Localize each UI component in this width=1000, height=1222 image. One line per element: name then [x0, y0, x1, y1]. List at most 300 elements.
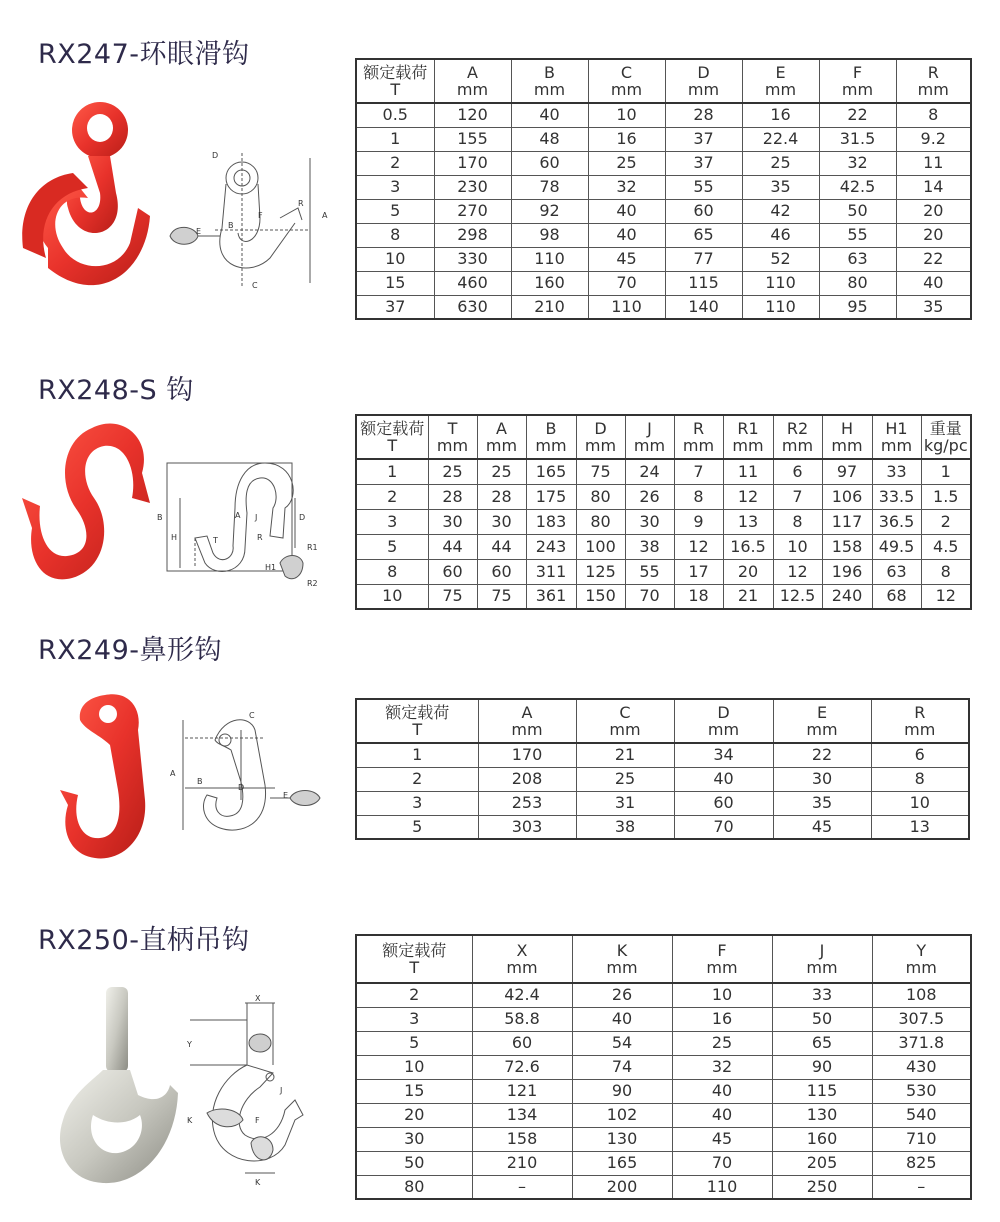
table-cell: 11 [723, 459, 773, 484]
table-cell: 37 [356, 295, 434, 319]
table-cell: 160 [772, 1127, 872, 1151]
table-cell: 30 [477, 509, 526, 534]
table-cell: 13 [723, 509, 773, 534]
column-header: Y mm [872, 935, 971, 983]
table-cell: 134 [472, 1103, 572, 1127]
table-row [356, 1007, 971, 1031]
table-cell: 208 [478, 767, 576, 791]
table-cell: 106 [822, 484, 872, 509]
table-cell: 5 [356, 534, 428, 559]
diagram-label: F [258, 211, 263, 220]
table-cell: 160 [511, 271, 588, 295]
column-header: B mm [526, 415, 576, 459]
table-cell: 121 [472, 1079, 572, 1103]
table-row [356, 584, 971, 609]
table-cell: 44 [477, 534, 526, 559]
column-header: D mm [674, 699, 773, 743]
table-cell: 60 [665, 199, 742, 223]
table-cell: 40 [672, 1079, 772, 1103]
column-header: T mm [428, 415, 477, 459]
table-cell: 50 [356, 1151, 472, 1175]
table-cell: 4.5 [921, 534, 971, 559]
column-header: 额定载荷 T [356, 415, 428, 459]
table-cell: 200 [572, 1175, 672, 1199]
diagram-label: R2 [307, 579, 318, 588]
table-cell: 40 [672, 1103, 772, 1127]
table-cell: 115 [665, 271, 742, 295]
table-cell: 37 [665, 127, 742, 151]
table-cell: 5 [356, 1031, 472, 1055]
table-cell: 12 [921, 584, 971, 609]
column-header: A mm [478, 699, 576, 743]
diagram-label: H1 [265, 563, 277, 572]
table-row [356, 1031, 971, 1055]
column-header: R2 mm [773, 415, 822, 459]
table-cell: 110 [511, 247, 588, 271]
table-cell: 2 [356, 767, 478, 791]
table-cell: 7 [674, 459, 723, 484]
table-cell: 95 [819, 295, 896, 319]
table-cell: 20 [896, 223, 971, 247]
table-cell: 16 [672, 1007, 772, 1031]
column-header: J mm [772, 935, 872, 983]
table-cell: 25 [742, 151, 819, 175]
table-cell: 140 [665, 295, 742, 319]
table-row [356, 103, 971, 127]
table-cell: 98 [511, 223, 588, 247]
table-cell: 97 [822, 459, 872, 484]
table-row [356, 1151, 971, 1175]
table-cell: 32 [672, 1055, 772, 1079]
table-cell: 1.5 [921, 484, 971, 509]
table-cell: 165 [526, 459, 576, 484]
table-cell: 2 [356, 983, 472, 1007]
column-header: B mm [511, 59, 588, 103]
table-cell: 65 [665, 223, 742, 247]
table-cell: 37 [665, 151, 742, 175]
diagram-label: J [255, 513, 258, 522]
table-body [356, 743, 969, 839]
table-cell: 90 [572, 1079, 672, 1103]
table-cell: 1 [921, 459, 971, 484]
table-cell: 80 [576, 509, 625, 534]
table-cell: 10 [356, 247, 434, 271]
table-cell: 20 [896, 199, 971, 223]
table-cell: 8 [356, 559, 428, 584]
table-cell: 48 [511, 127, 588, 151]
table-cell: 1 [356, 459, 428, 484]
table-cell: 36.5 [872, 509, 921, 534]
table-cell: 40 [588, 199, 665, 223]
table-cell: 34 [674, 743, 773, 767]
column-header: F mm [819, 59, 896, 103]
spec-table-rx249 [355, 698, 970, 840]
column-header: 额定载荷 T [356, 935, 472, 983]
table-row [356, 791, 969, 815]
table-cell: 12.5 [773, 584, 822, 609]
table-cell: 7 [773, 484, 822, 509]
table-cell: 183 [526, 509, 576, 534]
section-title: RX247-环眼滑钩 [38, 39, 250, 70]
table-cell: 311 [526, 559, 576, 584]
table-row [356, 175, 971, 199]
table-cell: 100 [576, 534, 625, 559]
diagram-label: E [283, 791, 289, 800]
table-cell: 170 [434, 151, 511, 175]
table-cell: 175 [526, 484, 576, 509]
table-cell: 33.5 [872, 484, 921, 509]
nose-hook-photo [50, 690, 155, 865]
table-cell: 54 [572, 1031, 672, 1055]
table-cell: 35 [896, 295, 971, 319]
table-cell: 55 [625, 559, 674, 584]
table-row [356, 127, 971, 151]
table-cell: 58.8 [472, 1007, 572, 1031]
column-header: E mm [773, 699, 871, 743]
table-cell: 110 [672, 1175, 772, 1199]
table-cell: 205 [772, 1151, 872, 1175]
column-header: 额定载荷 T [356, 59, 434, 103]
table-cell: 298 [434, 223, 511, 247]
table-cell: 55 [819, 223, 896, 247]
table-cell: 63 [819, 247, 896, 271]
table-row [356, 271, 971, 295]
column-header: 重量 kg/pc [921, 415, 971, 459]
diagram-label: R1 [307, 543, 318, 552]
table-cell: 28 [477, 484, 526, 509]
table-cell: 18 [674, 584, 723, 609]
table-cell: 2 [356, 151, 434, 175]
table-row [356, 151, 971, 175]
table-cell: 170 [478, 743, 576, 767]
table-cell: 45 [773, 815, 871, 839]
table-cell: 75 [428, 584, 477, 609]
table-row [356, 767, 969, 791]
diagram-label: A [170, 769, 176, 778]
table-cell: 12 [773, 559, 822, 584]
table-cell: 10 [672, 983, 772, 1007]
table-cell: 307.5 [872, 1007, 971, 1031]
table-row [356, 1175, 971, 1199]
section-title: RX248-S 钩 [38, 375, 194, 406]
section-title: RX250-直柄吊钩 [38, 925, 250, 956]
table-cell: 32 [588, 175, 665, 199]
diagram-label: B [157, 513, 163, 522]
eye-hook-photo [18, 98, 158, 303]
table-cell: 31.5 [819, 127, 896, 151]
table-cell: 20 [723, 559, 773, 584]
table-cell: 102 [572, 1103, 672, 1127]
column-header: H mm [822, 415, 872, 459]
diagram-label: H [171, 533, 178, 542]
table-cell: 80 [819, 271, 896, 295]
table-cell: 40 [572, 1007, 672, 1031]
table-cell: 45 [588, 247, 665, 271]
table-cell: 250 [772, 1175, 872, 1199]
table-cell: 10 [773, 534, 822, 559]
table-cell: 80 [356, 1175, 472, 1199]
table-cell: 30 [356, 1127, 472, 1151]
table-cell: 10 [356, 584, 428, 609]
nose-hook-diagram [165, 710, 330, 840]
table-cell: 530 [872, 1079, 971, 1103]
table-cell: 12 [674, 534, 723, 559]
column-header: R1 mm [723, 415, 773, 459]
table-cell: 30 [625, 509, 674, 534]
table-cell: 3 [356, 175, 434, 199]
table-cell: 33 [872, 459, 921, 484]
table-cell: 243 [526, 534, 576, 559]
table-cell: 253 [478, 791, 576, 815]
table-cell: 125 [576, 559, 625, 584]
table-row [356, 223, 971, 247]
diagram-label: K [187, 1116, 193, 1125]
diagram-label: R [257, 533, 263, 542]
table-cell: 155 [434, 127, 511, 151]
diagram-label: D [238, 783, 245, 792]
table-cell: 40 [588, 223, 665, 247]
table-cell: 158 [472, 1127, 572, 1151]
s-hook-diagram [155, 458, 330, 593]
table-cell: 16.5 [723, 534, 773, 559]
table-cell: 30 [428, 509, 477, 534]
table-cell: 50 [819, 199, 896, 223]
table-row [356, 534, 971, 559]
table-cell: 60 [472, 1031, 572, 1055]
table-cell: 196 [822, 559, 872, 584]
table-cell: 80 [576, 484, 625, 509]
table-cell: 22 [896, 247, 971, 271]
table-cell: 710 [872, 1127, 971, 1151]
table-cell: 5 [356, 199, 434, 223]
table-cell: 90 [772, 1055, 872, 1079]
table-cell: 3 [356, 1007, 472, 1031]
table-cell: 72.6 [472, 1055, 572, 1079]
table-cell: 49.5 [872, 534, 921, 559]
table-cell: 108 [872, 983, 971, 1007]
table-cell: 40 [674, 767, 773, 791]
table-cell: 74 [572, 1055, 672, 1079]
table-cell: 6 [871, 743, 969, 767]
shank-hook-diagram [185, 995, 330, 1195]
table-cell: 117 [822, 509, 872, 534]
table-cell: 21 [576, 743, 674, 767]
diagram-label: B [228, 221, 234, 230]
column-header: 额定载荷 T [356, 699, 478, 743]
table-cell: 15 [356, 271, 434, 295]
table-cell: 92 [511, 199, 588, 223]
table-cell: 44 [428, 534, 477, 559]
table-cell: 21 [723, 584, 773, 609]
table-cell: 60 [674, 791, 773, 815]
table-row [356, 247, 971, 271]
table-cell: 230 [434, 175, 511, 199]
table-row [356, 559, 971, 584]
table-cell: 24 [625, 459, 674, 484]
table-cell: 46 [742, 223, 819, 247]
table-cell: 33 [772, 983, 872, 1007]
diagram-label: C [249, 711, 255, 720]
table-cell: 40 [896, 271, 971, 295]
table-cell: 14 [896, 175, 971, 199]
table-cell: 120 [434, 103, 511, 127]
table-cell: 5 [356, 815, 478, 839]
diagram-label: A [235, 511, 241, 520]
diagram-label: D [212, 151, 219, 160]
table-cell: 25 [672, 1031, 772, 1055]
spec-table-rx247 [355, 58, 972, 320]
table-cell: 63 [872, 559, 921, 584]
table-cell: 371.8 [872, 1031, 971, 1055]
table-cell: 32 [819, 151, 896, 175]
table-cell: 2 [356, 484, 428, 509]
table-cell: 17 [674, 559, 723, 584]
table-cell: 42.5 [819, 175, 896, 199]
table-cell: 110 [742, 271, 819, 295]
column-header: H1 mm [872, 415, 921, 459]
table-cell: 130 [572, 1127, 672, 1151]
table-cell: 8 [773, 509, 822, 534]
table-row [356, 815, 969, 839]
table-cell: 630 [434, 295, 511, 319]
table-body [356, 103, 971, 319]
diagram-label: D [299, 513, 306, 522]
table-cell: 1 [356, 743, 478, 767]
table-cell: 540 [872, 1103, 971, 1127]
shank-hook-photo [48, 985, 178, 1195]
table-cell: 165 [572, 1151, 672, 1175]
table-cell: 26 [572, 983, 672, 1007]
table-row [356, 743, 969, 767]
diagram-label: A [322, 211, 328, 220]
table-row [356, 1079, 971, 1103]
table-cell: 38 [625, 534, 674, 559]
spec-table-rx248 [355, 414, 972, 610]
table-cell: 3 [356, 791, 478, 815]
column-header: D mm [665, 59, 742, 103]
table-cell: 460 [434, 271, 511, 295]
spec-table-rx250 [355, 934, 972, 1200]
table-cell: 130 [772, 1103, 872, 1127]
table-cell: 10 [588, 103, 665, 127]
table-row [356, 983, 971, 1007]
table-cell: 115 [772, 1079, 872, 1103]
diagram-label: B [197, 777, 203, 786]
table-cell: 35 [742, 175, 819, 199]
column-header: R mm [871, 699, 969, 743]
column-header: A mm [434, 59, 511, 103]
table-cell: 6 [773, 459, 822, 484]
table-cell: 60 [428, 559, 477, 584]
table-cell: 55 [665, 175, 742, 199]
table-row [356, 199, 971, 223]
table-cell: 825 [872, 1151, 971, 1175]
table-cell: – [872, 1175, 971, 1199]
table-cell: 35 [773, 791, 871, 815]
table-row [356, 459, 971, 484]
diagram-label: E [196, 227, 202, 236]
table-cell: 303 [478, 815, 576, 839]
eye-hook-diagram [160, 148, 335, 293]
column-header: F mm [672, 935, 772, 983]
table-cell: 13 [871, 815, 969, 839]
table-cell: 330 [434, 247, 511, 271]
table-row [356, 1103, 971, 1127]
table-cell: 0.5 [356, 103, 434, 127]
table-cell: 110 [588, 295, 665, 319]
table-row [356, 295, 971, 319]
table-row [356, 509, 971, 534]
diagram-label: F [255, 1116, 260, 1125]
table-cell: 25 [588, 151, 665, 175]
diagram-label: J [280, 1086, 283, 1095]
table-cell: 22 [773, 743, 871, 767]
table-cell: 25 [576, 767, 674, 791]
table-cell: 60 [511, 151, 588, 175]
table-cell: 78 [511, 175, 588, 199]
table-cell: 16 [742, 103, 819, 127]
table-body [356, 459, 971, 609]
column-header: K mm [572, 935, 672, 983]
table-cell: 70 [674, 815, 773, 839]
table-cell: 75 [576, 459, 625, 484]
table-cell: 240 [822, 584, 872, 609]
table-cell: 65 [772, 1031, 872, 1055]
column-header: D mm [576, 415, 625, 459]
table-cell: 15 [356, 1079, 472, 1103]
table-cell: 11 [896, 151, 971, 175]
table-row [356, 1055, 971, 1079]
column-header: X mm [472, 935, 572, 983]
table-cell: 42 [742, 199, 819, 223]
table-cell: 26 [625, 484, 674, 509]
column-header: C mm [576, 699, 674, 743]
diagram-label: X [255, 995, 261, 1003]
column-header: C mm [588, 59, 665, 103]
table-cell: 210 [511, 295, 588, 319]
diagram-label: R [298, 199, 304, 208]
table-cell: 8 [674, 484, 723, 509]
table-cell: 75 [477, 584, 526, 609]
table-cell: 361 [526, 584, 576, 609]
table-cell: 60 [477, 559, 526, 584]
diagram-label: Y [187, 1040, 192, 1049]
table-cell: 50 [772, 1007, 872, 1031]
column-header: J mm [625, 415, 674, 459]
table-cell: 8 [871, 767, 969, 791]
column-header: R mm [674, 415, 723, 459]
table-cell: 16 [588, 127, 665, 151]
table-cell: 22 [819, 103, 896, 127]
table-cell: 8 [921, 559, 971, 584]
table-cell: 1 [356, 127, 434, 151]
table-cell: 22.4 [742, 127, 819, 151]
diagram-label: C [252, 281, 258, 290]
section-title: RX249-鼻形钩 [38, 635, 223, 666]
table-cell: 77 [665, 247, 742, 271]
table-cell: 28 [665, 103, 742, 127]
table-cell: 10 [356, 1055, 472, 1079]
table-cell: 38 [576, 815, 674, 839]
diagram-label: K [255, 1178, 261, 1187]
table-cell: – [472, 1175, 572, 1199]
column-header: R mm [896, 59, 971, 103]
table-row [356, 484, 971, 509]
table-cell: 70 [625, 584, 674, 609]
table-row [356, 1127, 971, 1151]
table-cell: 9.2 [896, 127, 971, 151]
table-cell: 270 [434, 199, 511, 223]
